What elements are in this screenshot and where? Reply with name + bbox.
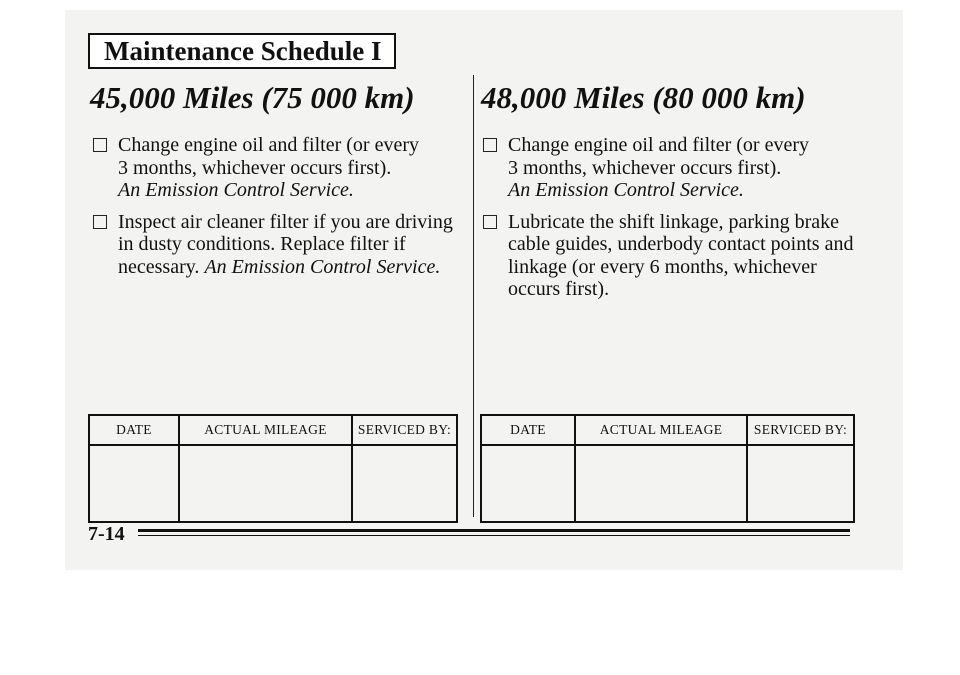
list-item: Change engine oil and filter (or every 3 months, whichever occurs first). An Emission Control Service. xyxy=(478,134,858,202)
log-header-mileage: ACTUAL MILEAGE xyxy=(575,415,747,445)
service-log-48000 xyxy=(480,414,855,523)
log-cell-mileage[interactable] xyxy=(575,445,747,522)
interval-heading-45000: 45,000 Miles (75 000 km) xyxy=(90,80,415,115)
footer-rule-bottom xyxy=(138,535,850,536)
list-item: Lubricate the shift linkage, parking brake cable guides, underbody contact points and linkage (or every 6 months, whichever occurs first). xyxy=(478,211,858,301)
log-cell-serviced-by[interactable] xyxy=(747,445,854,522)
log-header-serviced-by: SERVICED BY: xyxy=(747,415,854,445)
log-header-date: DATE xyxy=(89,415,179,445)
log-cell-date[interactable] xyxy=(89,445,179,522)
column-divider xyxy=(473,75,474,517)
checkbox-icon[interactable] xyxy=(483,138,497,152)
section-title: Maintenance Schedule I xyxy=(88,33,396,69)
footer-rule-top xyxy=(138,529,850,532)
page-number: 7-14 xyxy=(88,523,125,545)
log-cell-date[interactable] xyxy=(481,445,575,522)
log-cell-serviced-by[interactable] xyxy=(352,445,457,522)
list-item: Change engine oil and filter (or every 3 months, whichever occurs first). An Emission Control Service. xyxy=(88,134,468,202)
checkbox-icon[interactable] xyxy=(93,215,107,229)
log-header-mileage: ACTUAL MILEAGE xyxy=(179,415,352,445)
interval-heading-48000: 48,000 Miles (80 000 km) xyxy=(481,80,806,115)
list-item: Inspect air cleaner filter if you are driving in dusty conditions. Replace filter if necessary. An Emission Control Service. xyxy=(88,211,468,279)
checklist-45000 xyxy=(88,134,468,287)
log-header-serviced-by: SERVICED BY: xyxy=(352,415,457,445)
log-cell-mileage[interactable] xyxy=(179,445,352,522)
checkbox-icon[interactable] xyxy=(93,138,107,152)
checkbox-icon[interactable] xyxy=(483,215,497,229)
log-header-date: DATE xyxy=(481,415,575,445)
checklist-48000 xyxy=(478,134,858,310)
service-log-45000 xyxy=(88,414,458,523)
